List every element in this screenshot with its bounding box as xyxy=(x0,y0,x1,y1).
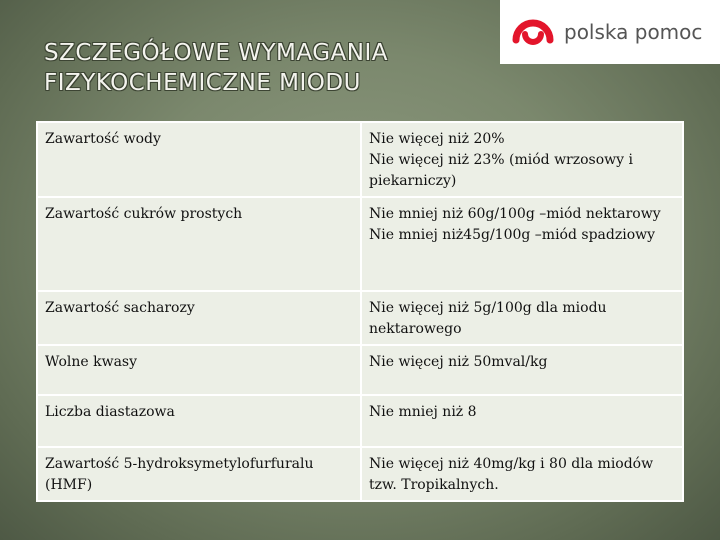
row-label: Zawartość 5-hydroksymetylofurfuralu (HMF) xyxy=(37,447,361,501)
table-row xyxy=(37,447,683,501)
slide-title xyxy=(44,38,388,98)
value-line: Nie mniej niż45g/100g –miód spadziowy xyxy=(369,227,656,243)
row-value xyxy=(361,122,683,197)
table-row xyxy=(37,197,683,291)
table-row xyxy=(37,345,683,395)
value-line: Nie więcej niż 20% xyxy=(369,131,505,147)
row-value xyxy=(361,345,683,395)
row-label: Wolne kwasy xyxy=(37,345,361,395)
table-row xyxy=(37,395,683,447)
requirements-table xyxy=(36,121,684,502)
row-value xyxy=(361,197,683,291)
value-line: Nie więcej niż 50mval/kg xyxy=(369,354,548,370)
table-row xyxy=(37,291,683,345)
value-line: Nie więcej niż 5g/100g dla miodu nektarowego xyxy=(369,300,607,337)
logo-text: polska pomoc xyxy=(564,20,703,44)
value-line: Nie więcej niż 40mg/kg i 80 dla miodów tzw. Tropikalnych. xyxy=(369,456,654,493)
row-value xyxy=(361,395,683,447)
row-value xyxy=(361,291,683,345)
row-label: Zawartość cukrów prostych xyxy=(37,197,361,291)
value-line: Nie mniej niż 60g/100g –miód nektarowy xyxy=(369,206,661,222)
title-line-1: SZCZEGÓŁOWE WYMAGANIA xyxy=(44,40,388,66)
row-label: Zawartość wody xyxy=(37,122,361,197)
value-line: Nie mniej niż 8 xyxy=(369,404,477,420)
title-line-2: FIZYKOCHEMICZNE MIODU xyxy=(44,70,361,96)
row-value xyxy=(361,447,683,501)
value-line: Nie więcej niż 23% (miód wrzosowy i piekarniczy) xyxy=(369,152,633,189)
polska-pomoc-logo-icon xyxy=(510,12,556,52)
row-label: Liczba diastazowa xyxy=(37,395,361,447)
row-label: Zawartość sacharozy xyxy=(37,291,361,345)
table-row xyxy=(37,122,683,197)
polska-pomoc-logo xyxy=(500,0,720,64)
